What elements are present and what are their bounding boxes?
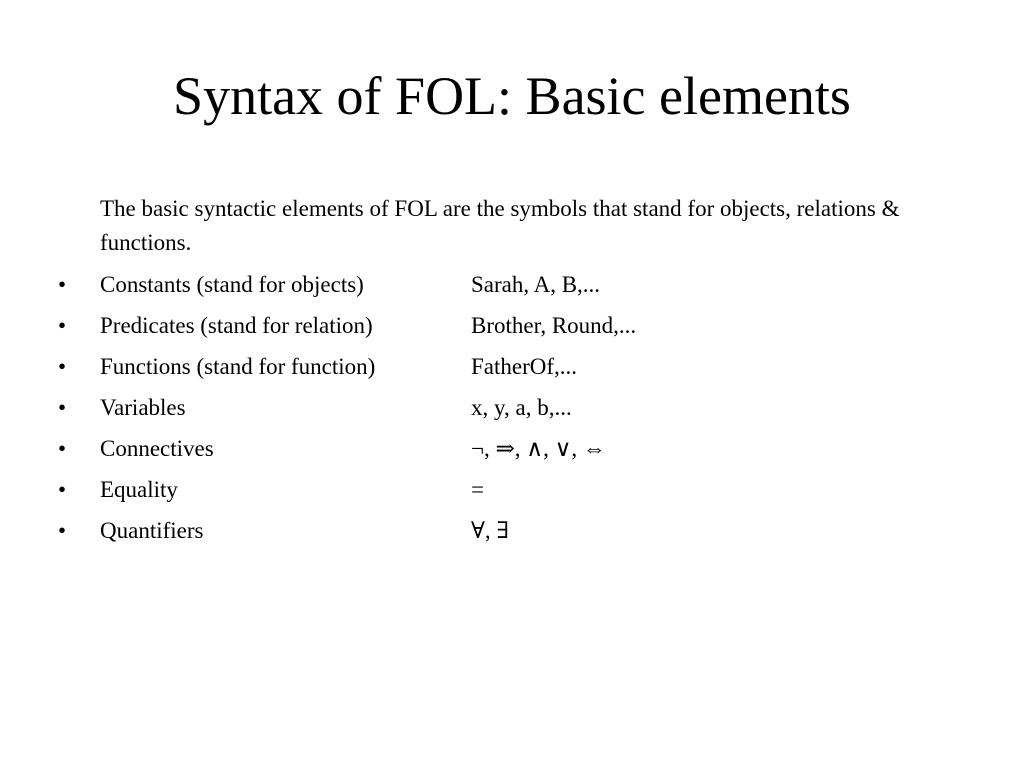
bullet-term: Functions (stand for function)	[100, 354, 376, 379]
bullet-example: Brother, Round,...	[471, 313, 637, 338]
bullet-icon: •	[58, 313, 67, 338]
bullet-example: ¬, ⇒, ∧, ∨, ⇔	[471, 436, 606, 461]
bullet-term: Constants (stand for objects)	[100, 272, 364, 297]
bullet-icon: •	[58, 354, 67, 379]
bullet-term: Quantifiers	[100, 518, 204, 543]
bullet-term: Predicates (stand for relation)	[100, 313, 373, 338]
bullet-item-equality	[0, 469, 1024, 510]
bullet-icon: •	[58, 518, 67, 543]
bullet-icon: •	[58, 395, 67, 420]
bullet-item-connectives	[0, 428, 1024, 469]
bullet-term: Connectives	[100, 436, 214, 461]
bullet-icon: •	[58, 272, 67, 297]
bullet-icon: •	[58, 436, 67, 461]
intro-paragraph: The basic syntactic elements of FOL are the symbols that stand for objects, relations & functions.	[100, 196, 900, 255]
bullet-item-variables	[0, 387, 1024, 428]
bullet-icon: •	[58, 477, 67, 502]
bullet-item-functions	[0, 346, 1024, 387]
slide-title: Syntax of FOL: Basic elements	[173, 66, 851, 126]
bullet-example: Sarah, A, B,...	[471, 272, 601, 297]
bullet-example: x, y, a, b,...	[471, 395, 572, 420]
bullet-term: Equality	[100, 477, 178, 502]
bullet-item-quantifiers	[0, 510, 1024, 551]
bullet-example: FatherOf,...	[471, 354, 578, 379]
bullet-item-constants	[0, 264, 1024, 305]
bullet-example: ∀, ∃	[471, 518, 509, 543]
bullet-example: =	[471, 477, 484, 502]
bullet-item-predicates	[0, 305, 1024, 346]
bullet-term: Variables	[100, 395, 186, 420]
bullet-list	[0, 264, 1024, 551]
